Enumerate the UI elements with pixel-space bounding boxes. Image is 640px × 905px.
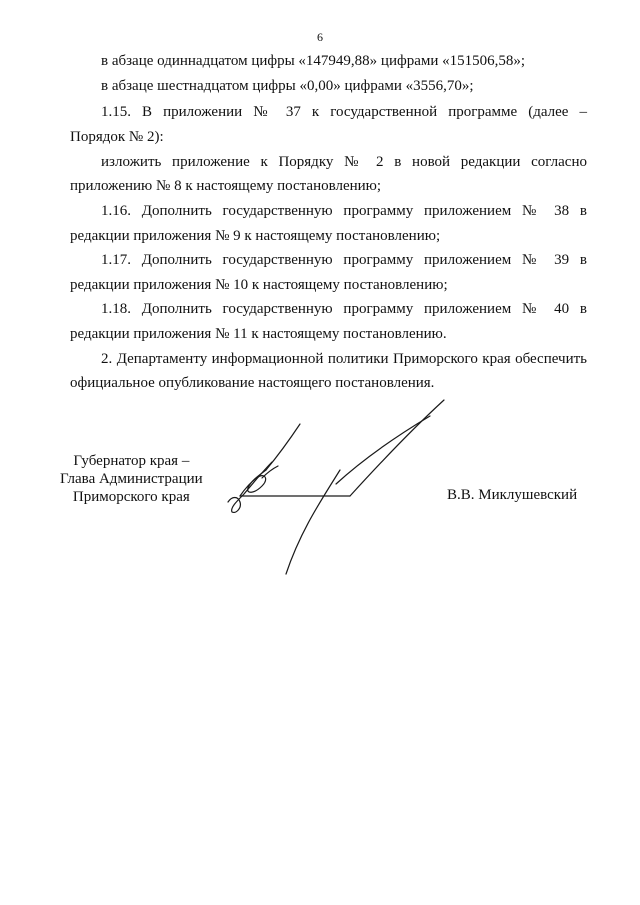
text-line-11: 1.18. Дополнить государственную программу приложением № 40 в (101, 301, 587, 317)
signatory-title-line-1: Губернатор края – (73, 453, 190, 469)
signatory-title-line-2: Глава Администрации (60, 471, 203, 487)
text-line-5: изложить приложение к Порядку № 2 в новой редакции согласно (101, 154, 587, 170)
signer-name: В.В. Миклушевский (447, 487, 578, 503)
page-number: 6 (317, 30, 323, 44)
text-line-14: официальное опубликование настоящего постановления. (70, 375, 435, 391)
signatory-title (60, 452, 203, 506)
text-line-7: 1.16. Дополнить государственную программу приложением № 38 в (101, 203, 587, 219)
text-line-2: в абзаце шестнадцатом цифры «0,00» цифрами «3556,70»; (101, 78, 474, 94)
text-line-3: 1.15. В приложении № 37 к государственной программе (далее – (101, 104, 587, 120)
text-line-9: 1.17. Дополнить государственную программу приложением № 39 в (101, 252, 587, 268)
text-line-6: приложению № 8 к настоящему постановлению; (70, 178, 382, 194)
text-line-10: редакции приложения № 10 к настоящему постановлению; (70, 277, 448, 293)
text-line-4: Порядок № 2): (70, 129, 164, 145)
text-line-1: в абзаце одиннадцатом цифры «147949,88» цифрами «151506,58»; (101, 53, 526, 69)
text-line-13: 2. Департаменту информационной политики Приморского края обеспечить (101, 351, 587, 367)
text-line-8: редакции приложения № 9 к настоящему постановлению; (70, 228, 441, 244)
handwritten-signature (210, 392, 450, 582)
text-line-12: редакции приложения № 11 к настоящему постановлению. (70, 326, 447, 342)
signatory-title-line-3: Приморского края (72, 489, 190, 505)
